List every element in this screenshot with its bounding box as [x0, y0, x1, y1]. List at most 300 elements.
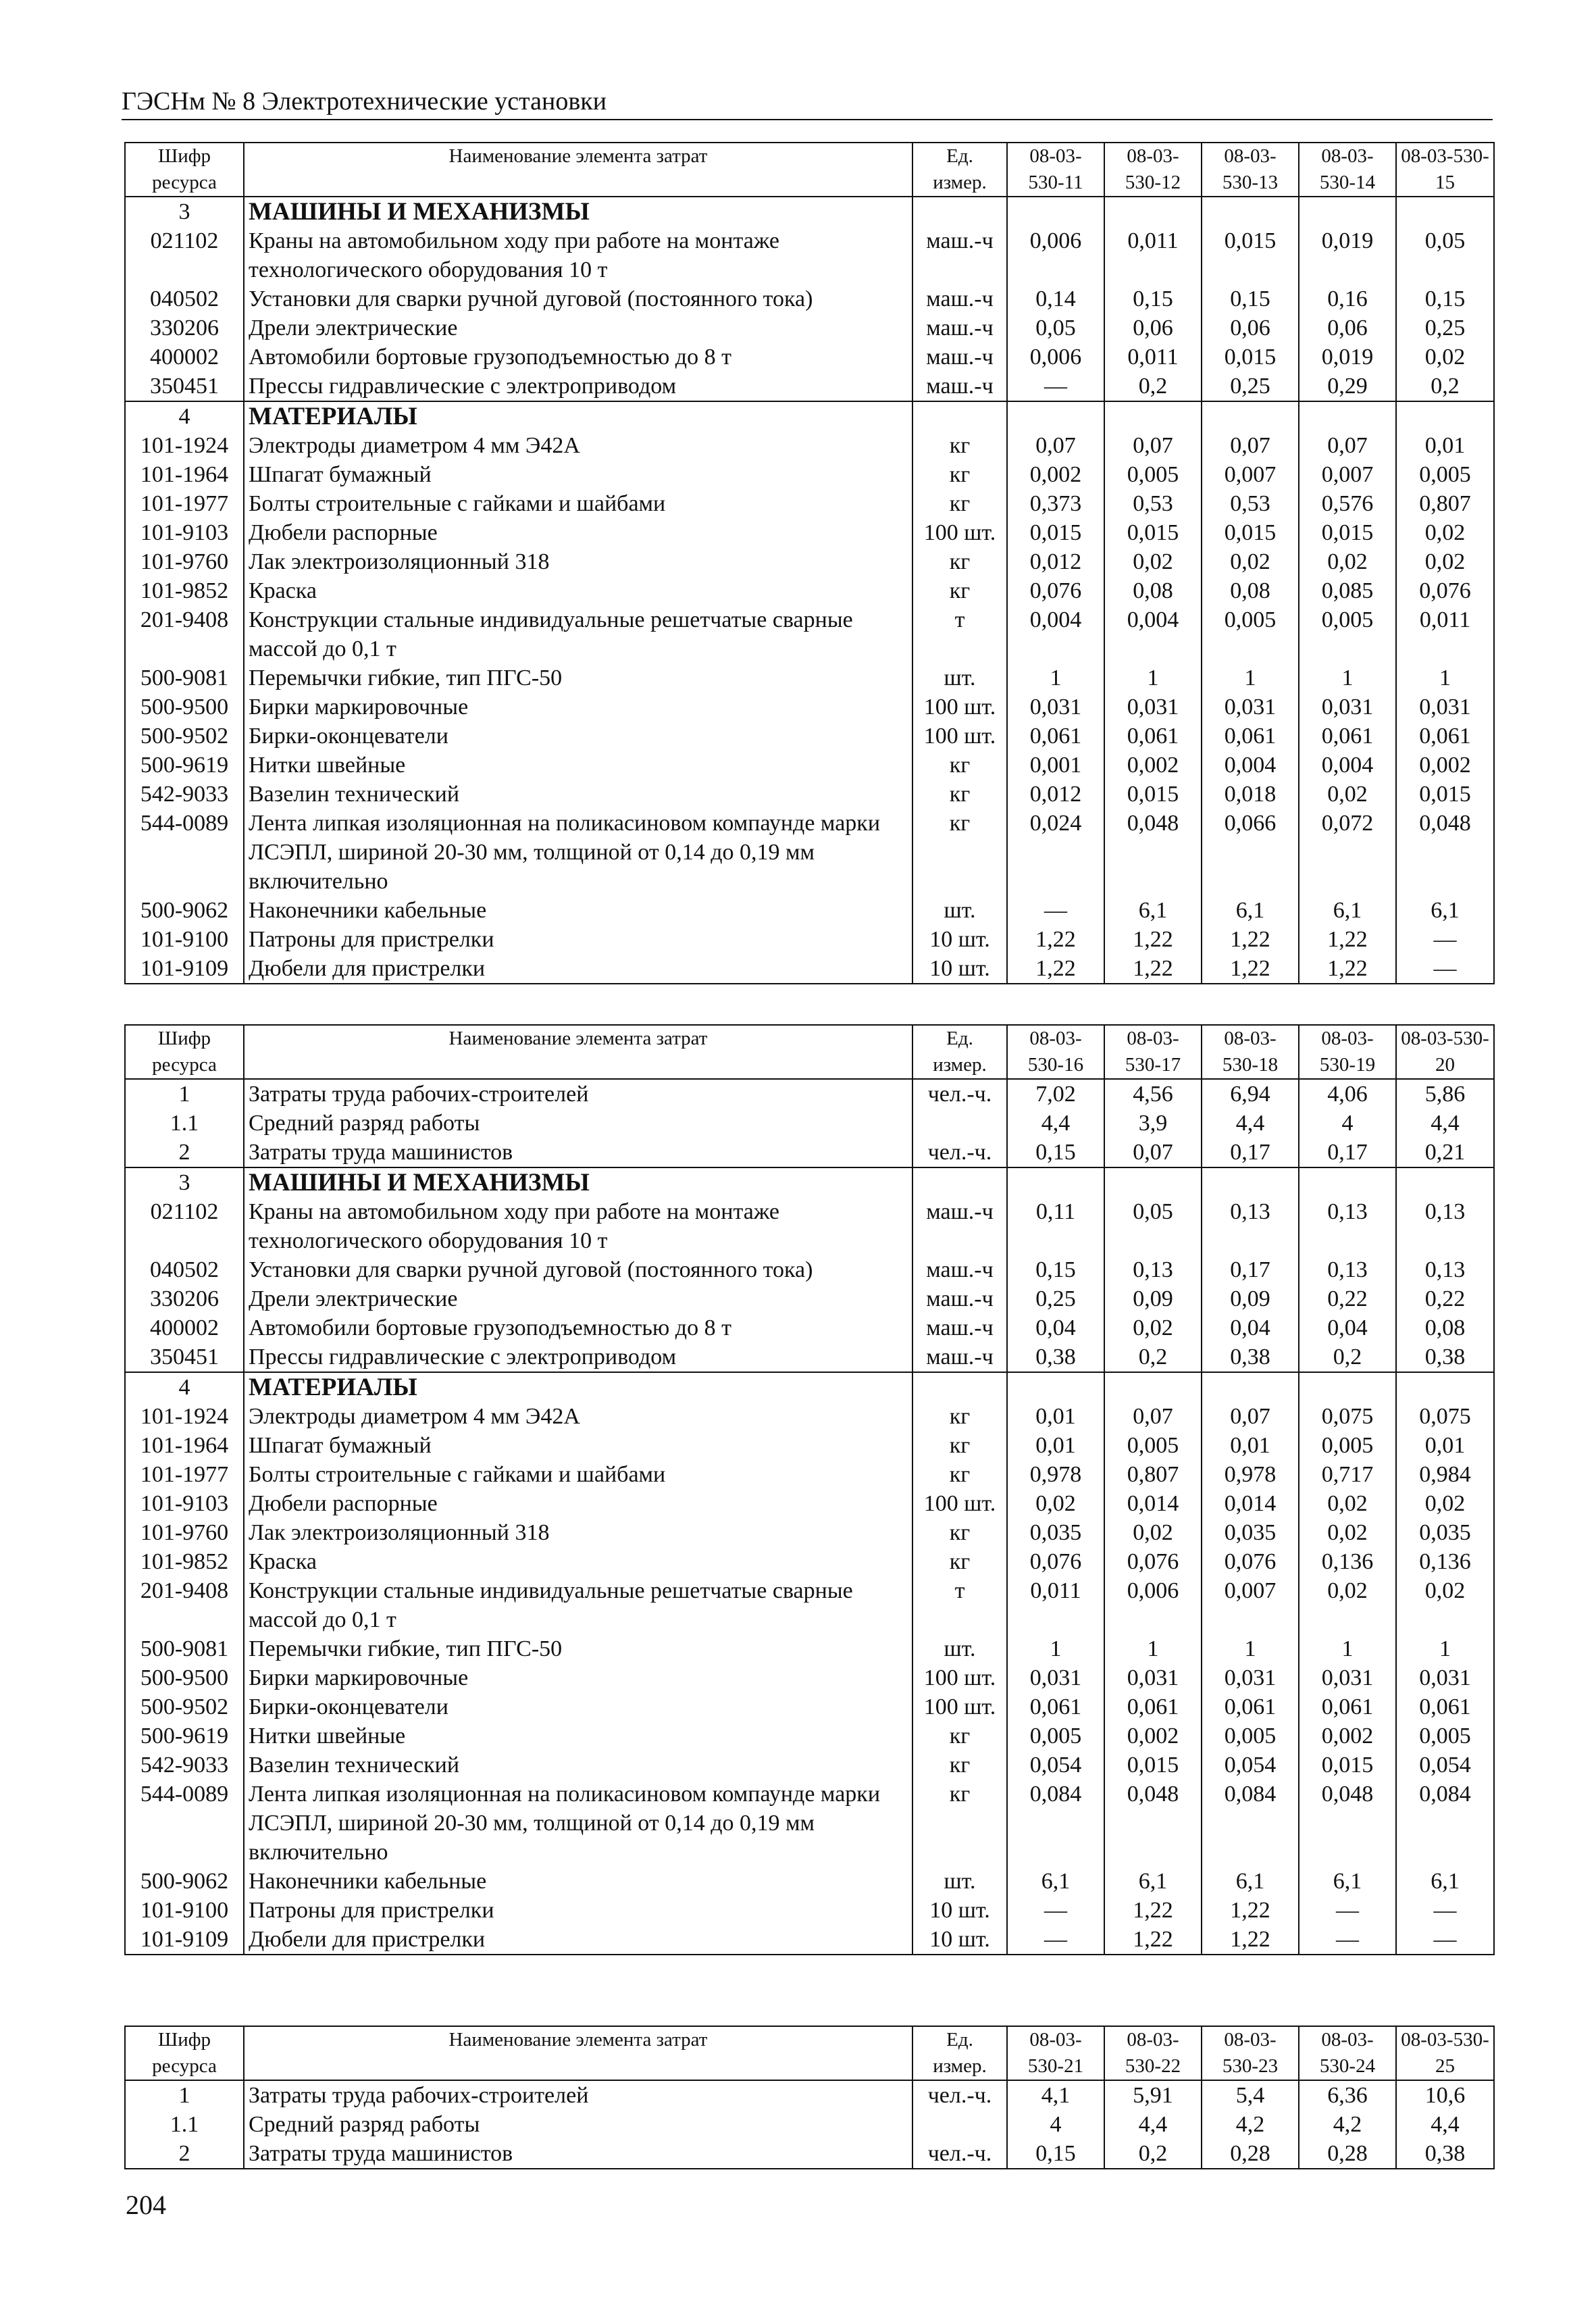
- norm-value: 0,084: [1202, 1780, 1299, 1867]
- resource-code: 542-9033: [125, 780, 244, 809]
- resource-code: 101-9760: [125, 547, 244, 576]
- unit-of-measure: шт.: [912, 1634, 1007, 1663]
- unit-of-measure: 100 шт.: [912, 693, 1007, 722]
- norm-value: 0,02: [1396, 1576, 1494, 1634]
- unit-of-measure: 10 шт.: [912, 954, 1007, 984]
- table-row: [125, 1663, 1494, 1692]
- resource-code: 330206: [125, 313, 244, 343]
- norm-value: 0,2: [1396, 372, 1494, 401]
- resource-code: 201-9408: [125, 1576, 244, 1634]
- cost-item-name: Конструкции стальные индивидуальные решетчатые сварные массой до 0,1 т: [244, 1576, 912, 1634]
- norm-value: 0,061: [1299, 1692, 1396, 1721]
- unit-of-measure: маш.-ч: [912, 1197, 1007, 1255]
- cost-item-name: Краны на автомобильном ходу при работе на монтаже технологического оборудования 10 т: [244, 226, 912, 284]
- norm-value: 0,576: [1299, 489, 1396, 518]
- norm-value: [1396, 197, 1494, 226]
- resource-code: 021102: [125, 226, 244, 284]
- norm-value: 1,22: [1299, 925, 1396, 954]
- norm-value: 0,25: [1202, 372, 1299, 401]
- norm-value: 0,02: [1202, 547, 1299, 576]
- cost-item-name: Затраты труда рабочих-строителей: [244, 1079, 912, 1109]
- norm-value: 0,011: [1007, 1576, 1104, 1634]
- norm-value: [1396, 401, 1494, 431]
- norm-value: 0,136: [1299, 1547, 1396, 1576]
- norm-value: 6,1: [1299, 1867, 1396, 1896]
- resource-code: 3: [125, 197, 244, 226]
- norm-value: 0,53: [1202, 489, 1299, 518]
- table-row: [125, 2110, 1494, 2139]
- unit-of-measure: кг: [912, 431, 1007, 460]
- unit-of-measure: маш.-ч: [912, 313, 1007, 343]
- norm-value: [1007, 401, 1104, 431]
- norm-value: 0,015: [1104, 518, 1202, 547]
- resource-code: 101-1964: [125, 460, 244, 489]
- table-row: [125, 1342, 1494, 1372]
- norm-value: 0,061: [1396, 1692, 1494, 1721]
- norm-value: —: [1396, 925, 1494, 954]
- cost-item-name: Бирки-оконцеватели: [244, 722, 912, 751]
- unit-of-measure: маш.-ч: [912, 1255, 1007, 1284]
- norm-value: 0,07: [1299, 431, 1396, 460]
- norm-value: 0,02: [1299, 1489, 1396, 1518]
- norm-value: [1007, 1372, 1104, 1402]
- table-row: [125, 1692, 1494, 1721]
- norm-value: 0,054: [1007, 1751, 1104, 1780]
- norm-value: 0,014: [1202, 1489, 1299, 1518]
- norm-value: [1396, 1372, 1494, 1402]
- norm-value: 0,084: [1007, 1780, 1104, 1867]
- norm-value: 0,717: [1299, 1460, 1396, 1489]
- unit-of-measure: маш.-ч: [912, 226, 1007, 284]
- norm-value: 1,22: [1007, 954, 1104, 984]
- norm-value: 4,1: [1007, 2080, 1104, 2110]
- cost-item-name: Патроны для пристрелки: [244, 1896, 912, 1925]
- table-row: [125, 1634, 1494, 1663]
- norm-value: 0,13: [1202, 1197, 1299, 1255]
- column-header-estimate-code: 08-03-530-18: [1202, 1025, 1299, 1079]
- unit-of-measure: маш.-ч: [912, 343, 1007, 372]
- norm-value: 1: [1202, 1634, 1299, 1663]
- norm-value: 0,06: [1104, 313, 1202, 343]
- norm-value: 5,4: [1202, 2080, 1299, 2110]
- section-title: МАТЕРИАЛЫ: [244, 401, 912, 431]
- norm-value: 0,002: [1104, 1721, 1202, 1751]
- norm-value: 0,01: [1007, 1402, 1104, 1431]
- norm-value: 0,02: [1104, 1518, 1202, 1547]
- resource-code: 1: [125, 2080, 244, 2110]
- resource-code: 500-9062: [125, 1867, 244, 1896]
- norm-value: 4,4: [1202, 1109, 1299, 1138]
- norm-value: 0,06: [1202, 313, 1299, 343]
- resource-code: 544-0089: [125, 1780, 244, 1867]
- cost-item-name: Перемычки гибкие, тип ПГС-50: [244, 1634, 912, 1663]
- norm-value: 0,38: [1007, 1342, 1104, 1372]
- norm-value: 0,011: [1396, 605, 1494, 663]
- norm-value: 0,035: [1396, 1518, 1494, 1547]
- resource-code: 500-9500: [125, 1663, 244, 1692]
- table-row: [125, 1197, 1494, 1255]
- norm-value: 4,4: [1104, 2110, 1202, 2139]
- norm-value: 1: [1007, 663, 1104, 693]
- resource-code: 1.1: [125, 1109, 244, 1138]
- norm-value: 0,061: [1104, 1692, 1202, 1721]
- norm-value: 0,061: [1007, 722, 1104, 751]
- table-row: [125, 1079, 1494, 1109]
- column-header-estimate-code: 08-03-530-21: [1007, 2026, 1104, 2080]
- norm-value: 0,076: [1104, 1547, 1202, 1576]
- norm-value: 0,17: [1202, 1255, 1299, 1284]
- norm-value: 1: [1104, 663, 1202, 693]
- table-row: [125, 1547, 1494, 1576]
- table-row: [125, 1255, 1494, 1284]
- resource-code: 101-9109: [125, 954, 244, 984]
- norm-value: 0,084: [1396, 1780, 1494, 1867]
- norm-value: 0,015: [1299, 1751, 1396, 1780]
- norm-value: 0,011: [1104, 343, 1202, 372]
- norm-value: 0,05: [1396, 226, 1494, 284]
- cost-item-name: Дрели электрические: [244, 313, 912, 343]
- unit-of-measure: [912, 401, 1007, 431]
- cost-item-name: Бирки маркировочные: [244, 1663, 912, 1692]
- norm-value: 0,16: [1299, 284, 1396, 313]
- resource-code: 101-9852: [125, 1547, 244, 1576]
- resource-code: 101-1977: [125, 489, 244, 518]
- norm-value: 4,56: [1104, 1079, 1202, 1109]
- norm-value: 0,01: [1396, 431, 1494, 460]
- norm-value: 0,048: [1396, 809, 1494, 896]
- norm-value: 0,076: [1007, 576, 1104, 605]
- column-header-unit: Ед. измер.: [912, 1025, 1007, 1079]
- cost-item-name: Автомобили бортовые грузоподъемностью до 8 т: [244, 1313, 912, 1342]
- resource-code: 544-0089: [125, 809, 244, 896]
- cost-item-name: Болты строительные с гайками и шайбами: [244, 1460, 912, 1489]
- norm-value: 0,061: [1396, 722, 1494, 751]
- table-row: [125, 1518, 1494, 1547]
- resource-table-1: [124, 142, 1495, 984]
- norm-value: 6,1: [1202, 1867, 1299, 1896]
- norm-value: 0,085: [1299, 576, 1396, 605]
- norm-value: —: [1299, 1896, 1396, 1925]
- norm-value: 0,005: [1396, 460, 1494, 489]
- unit-of-measure: 10 шт.: [912, 1925, 1007, 1955]
- norm-value: 0,002: [1299, 1721, 1396, 1751]
- cost-item-name: Лента липкая изоляционная на поликасиновом компаунде марки ЛСЭПЛ, шириной 20-30 мм, толщиной от 0,14 до 0,19 мм включительно: [244, 809, 912, 896]
- table-row: [125, 372, 1494, 401]
- norm-value: 1,22: [1104, 1896, 1202, 1925]
- table-row: [125, 780, 1494, 809]
- unit-of-measure: [912, 197, 1007, 226]
- column-header-code: Шифр ресурса: [125, 2026, 244, 2080]
- table-row: [125, 925, 1494, 954]
- resource-code: 500-9081: [125, 663, 244, 693]
- column-header-code: Шифр ресурса: [125, 1025, 244, 1079]
- unit-of-measure: чел.-ч.: [912, 1138, 1007, 1167]
- norm-value: 0,2: [1104, 372, 1202, 401]
- table-row: [125, 1576, 1494, 1634]
- cost-item-name: Прессы гидравлические с электроприводом: [244, 372, 912, 401]
- table-row: [125, 1431, 1494, 1460]
- resource-code: 350451: [125, 1342, 244, 1372]
- norm-value: 4,4: [1396, 1109, 1494, 1138]
- table-row: [125, 1780, 1494, 1867]
- norm-value: 0,01: [1396, 1431, 1494, 1460]
- norm-value: 0,08: [1104, 576, 1202, 605]
- norm-value: 0,066: [1202, 809, 1299, 896]
- norm-value: 6,1: [1007, 1867, 1104, 1896]
- norm-value: 4,06: [1299, 1079, 1396, 1109]
- resource-code: 1: [125, 1079, 244, 1109]
- cost-item-name: Бирки-оконцеватели: [244, 1692, 912, 1721]
- norm-value: 5,91: [1104, 2080, 1202, 2110]
- unit-of-measure: 10 шт.: [912, 1896, 1007, 1925]
- resource-code: 101-9109: [125, 1925, 244, 1955]
- table-row: [125, 547, 1494, 576]
- norm-value: 1,22: [1007, 925, 1104, 954]
- norm-value: 0,2: [1104, 2139, 1202, 2169]
- unit-of-measure: маш.-ч: [912, 1342, 1007, 1372]
- norm-value: 0,007: [1202, 1576, 1299, 1634]
- table-row: [125, 1313, 1494, 1342]
- norm-value: 0,02: [1396, 518, 1494, 547]
- column-header-code: Шифр ресурса: [125, 143, 244, 197]
- norm-value: 0,2: [1299, 1342, 1396, 1372]
- norm-value: 4: [1007, 2110, 1104, 2139]
- norm-value: 0,2: [1104, 1342, 1202, 1372]
- norm-value: [1104, 401, 1202, 431]
- table-row: [125, 460, 1494, 489]
- norm-value: 0,004: [1104, 605, 1202, 663]
- norm-value: 0,07: [1202, 1402, 1299, 1431]
- unit-of-measure: шт.: [912, 663, 1007, 693]
- column-header-estimate-code: 08-03-530-19: [1299, 1025, 1396, 1079]
- norm-value: 0,07: [1104, 1138, 1202, 1167]
- norm-value: 0,076: [1202, 1547, 1299, 1576]
- resource-code: 101-1924: [125, 431, 244, 460]
- column-header-estimate-code: 08-03-530-17: [1104, 1025, 1202, 1079]
- resource-code: 101-9852: [125, 576, 244, 605]
- table-row: [125, 226, 1494, 284]
- unit-of-measure: маш.-ч: [912, 372, 1007, 401]
- unit-of-measure: кг: [912, 576, 1007, 605]
- resource-code: 040502: [125, 284, 244, 313]
- norm-value: [1202, 1167, 1299, 1197]
- norm-value: 0,076: [1396, 576, 1494, 605]
- table-row: [125, 313, 1494, 343]
- norm-value: 1: [1396, 663, 1494, 693]
- norm-value: 1: [1202, 663, 1299, 693]
- column-header-unit: Ед. измер.: [912, 2026, 1007, 2080]
- norm-value: 6,1: [1396, 896, 1494, 925]
- norm-value: 0,38: [1202, 1342, 1299, 1372]
- norm-value: 0,004: [1299, 751, 1396, 780]
- table-row: [125, 1896, 1494, 1925]
- norm-value: 1: [1007, 1634, 1104, 1663]
- norm-value: [1104, 1372, 1202, 1402]
- resource-code: 2: [125, 1138, 244, 1167]
- norm-value: 0,031: [1202, 1663, 1299, 1692]
- table-row: [125, 1284, 1494, 1313]
- norm-value: 0,15: [1104, 284, 1202, 313]
- norm-value: 0,075: [1299, 1402, 1396, 1431]
- norm-value: 0,02: [1396, 343, 1494, 372]
- resource-code: 101-9100: [125, 925, 244, 954]
- cost-item-name: Лак электроизоляционный 318: [244, 547, 912, 576]
- table-row: [125, 1138, 1494, 1167]
- norm-value: [1299, 401, 1396, 431]
- norm-value: 0,136: [1396, 1547, 1494, 1576]
- norm-value: 0,807: [1104, 1460, 1202, 1489]
- norm-value: 6,1: [1104, 1867, 1202, 1896]
- unit-of-measure: шт.: [912, 1867, 1007, 1896]
- norm-value: 0,031: [1396, 693, 1494, 722]
- norm-value: 0,02: [1104, 547, 1202, 576]
- cost-item-name: Установки для сварки ручной дуговой (постоянного тока): [244, 284, 912, 313]
- norm-value: 0,373: [1007, 489, 1104, 518]
- unit-of-measure: кг: [912, 751, 1007, 780]
- unit-of-measure: [912, 2110, 1007, 2139]
- norm-value: 0,807: [1396, 489, 1494, 518]
- table-row: [125, 2080, 1494, 2110]
- norm-value: 6,1: [1202, 896, 1299, 925]
- unit-of-measure: кг: [912, 780, 1007, 809]
- cost-item-name: Дрели электрические: [244, 1284, 912, 1313]
- resource-code: 3: [125, 1167, 244, 1197]
- cost-item-name: Шпагат бумажный: [244, 1431, 912, 1460]
- table-row: [125, 1109, 1494, 1138]
- norm-value: 0,29: [1299, 372, 1396, 401]
- cost-item-name: Средний разряд работы: [244, 2110, 912, 2139]
- norm-value: 7,02: [1007, 1079, 1104, 1109]
- table-row: [125, 1751, 1494, 1780]
- section-title: МАШИНЫ И МЕХАНИЗМЫ: [244, 1167, 912, 1197]
- norm-value: 0,17: [1202, 1138, 1299, 1167]
- norm-value: 0,015: [1202, 343, 1299, 372]
- norm-value: 0,15: [1202, 284, 1299, 313]
- norm-value: 4,4: [1396, 2110, 1494, 2139]
- unit-of-measure: кг: [912, 1547, 1007, 1576]
- norm-value: 0,054: [1202, 1751, 1299, 1780]
- unit-of-measure: кг: [912, 809, 1007, 896]
- norm-value: 0,024: [1007, 809, 1104, 896]
- norm-value: 0,015: [1104, 780, 1202, 809]
- column-header-estimate-code: 08-03-530-14: [1299, 143, 1396, 197]
- norm-value: 0,006: [1104, 1576, 1202, 1634]
- norm-value: —: [1299, 1925, 1396, 1955]
- norm-value: [1104, 197, 1202, 226]
- norm-value: 0,978: [1007, 1460, 1104, 1489]
- column-header-estimate-code: 08-03-530-22: [1104, 2026, 1202, 2080]
- norm-value: 0,007: [1202, 460, 1299, 489]
- cost-item-name: Шпагат бумажный: [244, 460, 912, 489]
- norm-value: 0,13: [1396, 1255, 1494, 1284]
- norm-value: [1007, 197, 1104, 226]
- norm-value: 0,076: [1007, 1547, 1104, 1576]
- unit-of-measure: 100 шт.: [912, 518, 1007, 547]
- table-row: [125, 751, 1494, 780]
- cost-item-name: Краны на автомобильном ходу при работе на монтаже технологического оборудования 10 т: [244, 1197, 912, 1255]
- norm-value: 0,21: [1396, 1138, 1494, 1167]
- norm-value: 0,11: [1007, 1197, 1104, 1255]
- norm-value: 0,015: [1202, 518, 1299, 547]
- norm-value: 4,2: [1299, 2110, 1396, 2139]
- column-header-estimate-code: 08-03-530-15: [1396, 143, 1494, 197]
- unit-of-measure: 100 шт.: [912, 1489, 1007, 1518]
- cost-item-name: Бирки маркировочные: [244, 693, 912, 722]
- resource-code: 500-9619: [125, 1721, 244, 1751]
- norm-value: 1,22: [1104, 925, 1202, 954]
- section-row: [125, 401, 1494, 431]
- resource-code: 1.1: [125, 2110, 244, 2139]
- norm-value: 0,005: [1007, 1721, 1104, 1751]
- norm-value: 1: [1299, 663, 1396, 693]
- table-row: [125, 722, 1494, 751]
- table-row: [125, 1460, 1494, 1489]
- unit-of-measure: 100 шт.: [912, 722, 1007, 751]
- norm-value: 0,031: [1007, 1663, 1104, 1692]
- norm-value: 0,005: [1104, 460, 1202, 489]
- norm-value: 0,07: [1202, 431, 1299, 460]
- resource-code: 101-9103: [125, 1489, 244, 1518]
- norm-value: 6,1: [1396, 1867, 1494, 1896]
- unit-of-measure: кг: [912, 1431, 1007, 1460]
- norm-value: [1202, 401, 1299, 431]
- table-row: [125, 1867, 1494, 1896]
- norm-value: 0,015: [1299, 518, 1396, 547]
- cost-item-name: Дюбели распорные: [244, 1489, 912, 1518]
- norm-value: 0,018: [1202, 780, 1299, 809]
- cost-item-name: Дюбели для пристрелки: [244, 1925, 912, 1955]
- norm-value: 1: [1396, 1634, 1494, 1663]
- norm-value: 0,005: [1202, 605, 1299, 663]
- norm-value: 0,02: [1007, 1489, 1104, 1518]
- section-title: МАТЕРИАЛЫ: [244, 1372, 912, 1402]
- norm-value: 0,004: [1007, 605, 1104, 663]
- unit-of-measure: маш.-ч: [912, 284, 1007, 313]
- norm-value: 0,17: [1299, 1138, 1396, 1167]
- norm-value: 0,13: [1396, 1197, 1494, 1255]
- norm-value: 1: [1299, 1634, 1396, 1663]
- norm-value: [1299, 1167, 1396, 1197]
- norm-value: 1,22: [1202, 1896, 1299, 1925]
- norm-value: 0,15: [1007, 2139, 1104, 2169]
- section-row: [125, 1372, 1494, 1402]
- column-header-estimate-code: 08-03-530-25: [1396, 2026, 1494, 2080]
- cost-item-name: Электроды диаметром 4 мм Э42А: [244, 431, 912, 460]
- resource-table-3: [124, 2026, 1495, 2169]
- norm-value: 0,15: [1396, 284, 1494, 313]
- norm-value: 0,15: [1007, 1255, 1104, 1284]
- norm-value: 0,22: [1299, 1284, 1396, 1313]
- resource-table-2: [124, 1024, 1495, 1955]
- norm-value: 0,061: [1202, 722, 1299, 751]
- norm-value: 0,035: [1007, 1518, 1104, 1547]
- unit-of-measure: кг: [912, 1751, 1007, 1780]
- norm-value: 0,02: [1299, 547, 1396, 576]
- norm-value: 6,1: [1299, 896, 1396, 925]
- unit-of-measure: кг: [912, 1518, 1007, 1547]
- norm-value: 0,048: [1299, 1780, 1396, 1867]
- norm-value: 0,019: [1299, 343, 1396, 372]
- norm-value: 5,86: [1396, 1079, 1494, 1109]
- norm-value: 0,13: [1299, 1197, 1396, 1255]
- norm-value: 0,02: [1299, 780, 1396, 809]
- norm-value: 4,4: [1007, 1109, 1104, 1138]
- resource-code: 021102: [125, 1197, 244, 1255]
- cost-item-name: Лак электроизоляционный 318: [244, 1518, 912, 1547]
- unit-of-measure: кг: [912, 460, 1007, 489]
- table-header-row: [125, 2026, 1494, 2080]
- norm-value: [1007, 1167, 1104, 1197]
